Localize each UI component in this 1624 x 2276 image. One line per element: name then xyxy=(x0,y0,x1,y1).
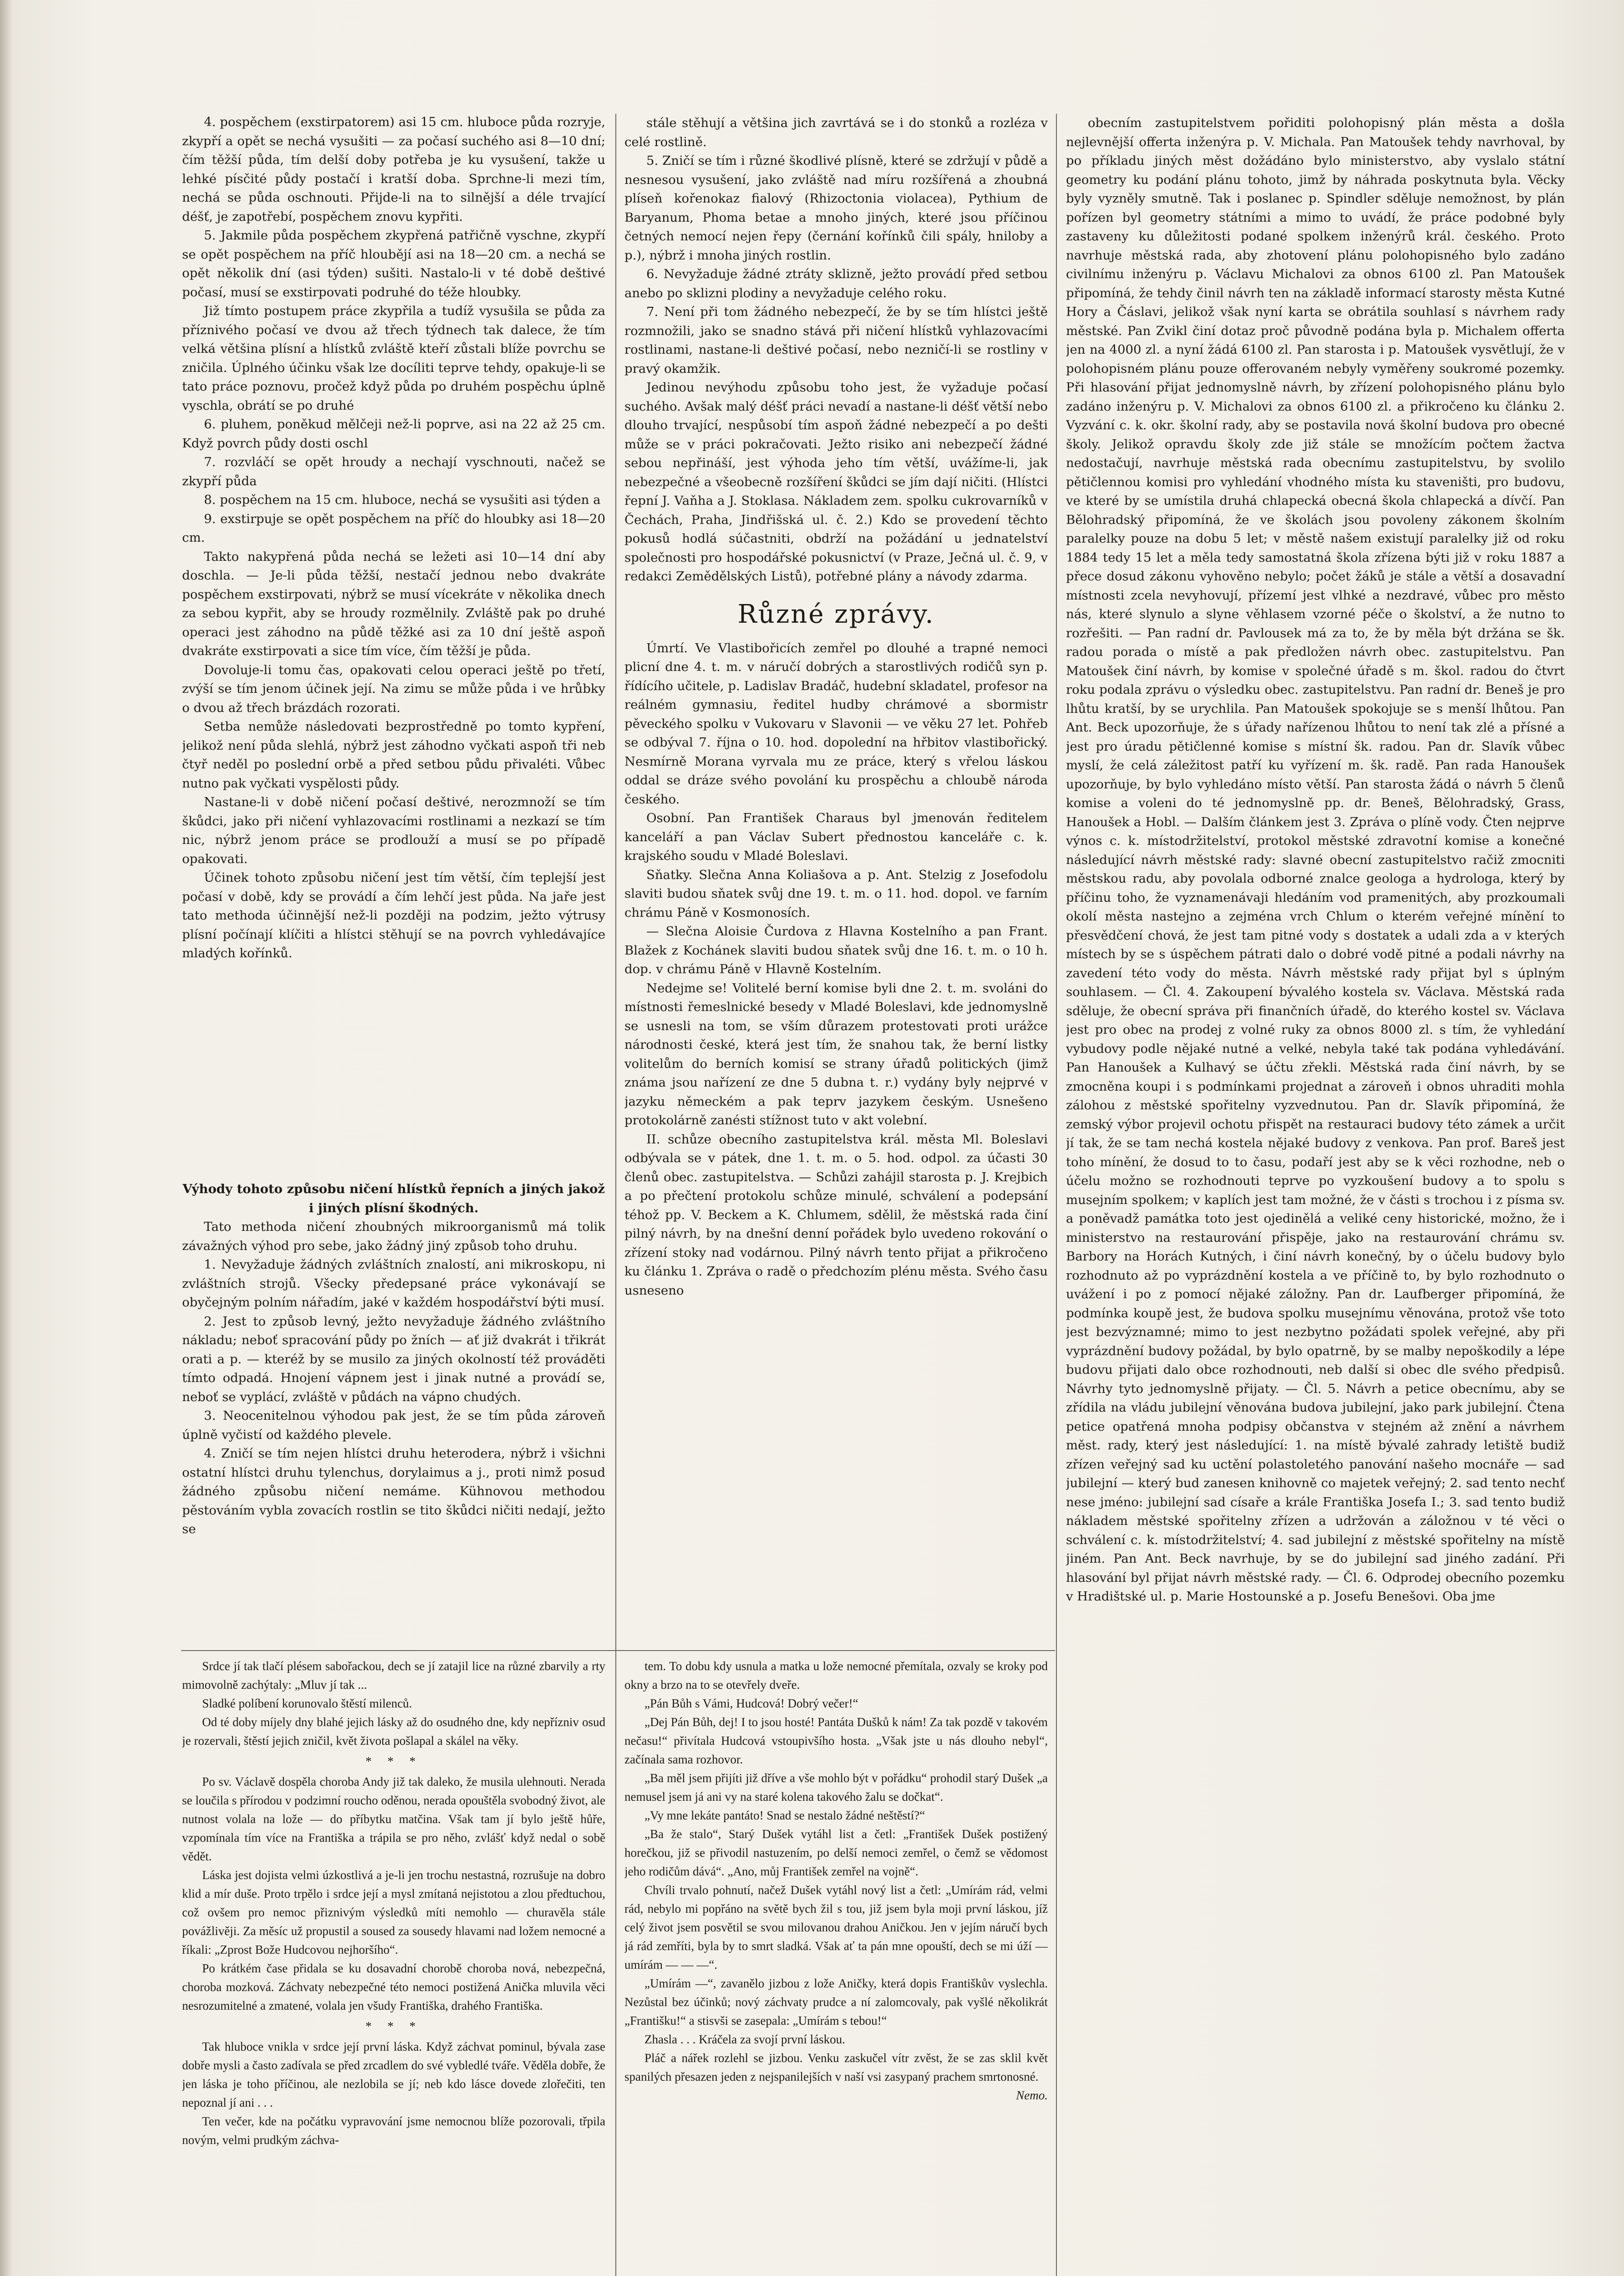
feuilleton-rule xyxy=(181,1650,1055,1651)
paragraph: Nedejme se! Volitelé berní komise byli dne 2. t. m. svoláni do místnosti řemeslnické besedy v Mladé Boleslavi, kde jednomyslně se usnesli na tom, se vším důrazem protestovati proti urážce národnosti české, která jest tím, že snahou tak, že berní listky volitelům do berních komisí se strany úřadů politických (jimž známa jsou nařízení ze dne 5 dubna t. r.) vydány byly nejprvé v jazyku německém a pak teprv jazykem českým. Usnešeno protokolárně zanésti stížnost tuto v akt volební. xyxy=(624,981,1048,1128)
paragraph: Osobní. Pan František Charaus byl jmenován ředitelem kanceláří a pan Václav Subert přednostou kanceláře c. k. krajského soudu v Mladé Boleslavi. xyxy=(624,811,1048,863)
paragraph: 8. pospěchem na 15 cm. hluboce, nechá se vysušiti asi týden a xyxy=(204,493,601,507)
paragraph: Úmrtí. Ve Vlastibořicích zemřel po dlouhé a trapné nemoci plicní dne 4. t. m. v náručí dobrých a starostlivých rodičů syn p. řídícího učitele, p. Ladislav Bradáč, hudební skladatel, profesor na reálném gymnasiu, ředitel hudby chrámové a sbormistr pěveckého spolku v Vukovaru v Slavonii — ve věku 27 let. Pohřeb se odbýval 7. října o 10. hod. dopolední na hřbitov vlastibořický. Nesmírně Morana vyrvala mu ze práce, který s vřelou láskou oddal se dráze svého povolání ku prospěchu a chloubě národa českého. xyxy=(624,640,1048,807)
paragraph: 4. pospěchem (exstirpatorem) asi 15 cm. hluboce půda rozryje, zkypří a opět se nechá vysušiti — za počasí suchého asi 8—10 dní; čím těžší půda, tím delší doby potřeba je ku vysušení, takže u lehké písčité půdy postačí i kratší doba. Sprchne-li mezi tím, nechá se půda oschnouti. Přijde-li na to silnější a déle trvající déšť, je zapotřebí, pospěchem znovu kypřiti. xyxy=(182,115,605,224)
column-3 xyxy=(1066,114,1565,2276)
paragraph: Sladké políbení korunovalo štěstí milenců. xyxy=(202,1697,412,1710)
paragraph: „Pán Bůh s Vámi, Hudcová! Dobrý večer!“ xyxy=(645,1697,858,1710)
paragraph: Nastane-li v době ničení počasí deštivé, nerozmnoží se tím škůdci, jako při ničení vyhlazovacími rostlinami a nezkazí se tím nic, nýbrž jenom práce se prodlouží a musí se po případě opakovati. xyxy=(182,795,605,866)
column-rule-1 xyxy=(615,114,616,2276)
paragraph: 7. Není při tom žádného nebezpečí, že by se tím hlístci ještě rozmnožili, jako se snadno stává při ničení hlístků vyhlazovacími rostlinami, nastane-li deštivé počasí, nebo nezničí-li se rostliny v pravý okamžik. xyxy=(624,305,1048,376)
paragraph: Po krátkém čase přidala se ku dosavadní chorobě choroba nová, nebezpečná, choroba mozková. Záchvaty nebezpečné této nemoci postižená Anička mluvila věci nesrozumitelné a zmatené, volala jen všudy Františka, drahého Františka. xyxy=(182,1961,605,2012)
paragraph: 2. Jest to způsob levný, ježto nevyžaduje žádného zvláštního nákladu; neboť spracování půdy po žních — ať již dvakrát i třikrát orati a p. — kteréž by se musilo za jiných okolností též prováděti tímto odpadá. Hnojení vápnem jest i jinak nutné a provádí se, neboť se vyplácí, zvláště v půdách na vápno chudých. xyxy=(182,1314,605,1404)
paragraph: Setba nemůže následovati bezprostředně po tomto kypření, jelikož není půda slehlá, nýbrž jest záhodno vyčkati aspoň tři neb čtyř neděl po poslední orbě a před setbou půdu přivaléti. Vůbec nutno pak vyčkati vyspělosti půdy. xyxy=(182,719,605,791)
paragraph: 4. Zničí se tím nejen hlístci druhu heterodera, nýbrž i všichni ostatní hlístci druhu tylenchus, dorylaimus a j., proti nimž posud žádného způsobu ničení nemáme. Kühnovou methodou pěstováním vybla zovacích rostlin se tito škůdci ničiti nedají, ježto se xyxy=(182,1446,605,1536)
paragraph: II. schůze obecního zastupitelstva král. města Ml. Boleslavi odbývala se v pátek, dne 1. t. m. o 5. hod. odpol. za účasti 30 členů obec. zastupitelstva. — Schůzi zahájil starosta p. J. Krejbich a po přečtení protokolu schůze minulé, schválení a podepsání téhož pp. V. Beckem a K. Chlumem, sdělil, že městská rada činí pilný návrh, by na dnešní denní pořádek bylo uvedeno rokování o zřízení stoky nad vodárnou. Pilný návrh tento přijat a přikročeno ku článku 1. Zpráva o radě o předchozím plénu města. Svého času usneseno xyxy=(624,1132,1048,1298)
page-fold-shadow xyxy=(0,0,13,2276)
paragraph: Srdce jí tak tlačí plésem sabořackou, dech se jí zatajil lice na různé zbarvily a rty mimovolně zachýtaly: „Mluv jí tak ... xyxy=(182,1659,605,1692)
paragraph: 9. exstirpuje se opět pospěchem na příč do hloubky asi 18—20 cm. xyxy=(182,511,605,545)
paragraph: Zhasla . . . Kráčela za svojí první láskou. xyxy=(645,2032,845,2046)
column-1b xyxy=(182,1180,605,1640)
paragraph: obecním zastupitelstvem pořiditi polohopisný plán města a došla nejlevnější offerta inženýra p. V. Michala. Pan Matoušek tehdy navrhoval, by po příkladu jiných měst dožádáno bylo ministerstvo, aby vyslalo státní geometry ku podání plánu tohoto, jimž by náhrada poskytnuta byla. Věcky byly vyzněly smutně. Tak i poslanec p. Spindler sděluje nemožnost, by plán pořízen byl geometry státními a mimo to uvádí, že práce podobné byly zastaveny ku důležitosti podané spolkem inženýrů král. českého. Proto navrhuje městská rada, aby zhotovení plánu polohopisného bylo zadáno civilnímu inženýru p. Václavu Michalovi za obnos 6100 zl. Pan Matoušek připomíná, že tehdy činil návrh ten na základě informací starosty města Kutné Hory a Čáslavi, jelikož však nyní karta se obrátila souhlasí s návrhem rady městské. Pan Zvikl činí dotaz proč původně podána byla p. Michalem offerta jen na 4000 zl. a nyní žádá 6100 zl. Pan starosta i p. Matoušek vysvětlují, že v polohopisném plánu pouze offerovaném nebyly vyměřeny soukromé pozemky. Při hlasování přijat jednomyslně návrh, by zřízení polohopisného plánu bylo zadáno inženýru p. V. Michalovi za obnos 6100 zl. a přikročeno ku článku 2. Vyzvání c. k. okr. školní rady, aby se postavila nová školní budova pro obecné školy. Jelikož opravdu školy zde již stále se množícím počtem žactva nedostačují, navrhuje městská rada obecnímu zastupitelstvu, by svolilo pětičlennou komisi pro vyhledání vhodného místa ku staveništi, pro budovu, ve které by se umístila druhá chlapecká obecná škola chlapecká a dívčí. Pan Bělohradský připomíná, že ve školách jsou povoleny zákonem školním paralelky pouze na dobu 5 let; v městě našem existují paralelky již od roku 1884 tedy 15 let a měla tedy samostatná škola zřízena býti již v roku 1887 a přece dosud zákonu vyhověno nebylo; počet žáků je stále a větší a dosavadní místnosti zcela nevyhovují, přízemí jest vlhké a nezdravé, vůbec pro město nás, které slynulo a slyne věhlasem vzorné péče o školství, a že nutno to rozřešiti. — Pan radní dr. Pavlousek má za to, že by měla být držána se šk. radou porada o místě a pak předložen návrh obec. zastupitelstvu. Pan Matoušek činí návrh, by komise v společné úřadě s m. škol. radou do čtvrt roku podala zprávu o výsledku obec. zastupitelstvu. Pan radní dr. Beneš je pro lhůtu kratší, by se urychlila. Pan Matoušek spokojuje se s menší lhůtou. Pan Ant. Beck upozorňuje, že s úřady nařízenou lhůtou to není tak zlé a přísné a jest pro úradu pětičlenné komise s místní šk. radou. Pan dr. Slavík vůbec myslí, že celá záležitost patří ku vyřízení m. šk. radě. Pan rada Hanoušek upozorňuje, by bylo vyhledáno místo větší. Pan starosta žádá o návrh 5 členů komise a voleni do té jednomyslně pp. dr. Beneš, Bělohradský, Grass, Hanoušek a Hobl. — Dalším článkem jest 3. Zpráva o plíně vody. Čten nejprve výnos c. k. místodržitelství, protokol městské zdravotní komise a konečné následující návrh městské rady: slavné obecní zastupitelstvo račiž zmocniti městskou radu, aby povolala odborné znalce geologa a hydrologa, který by příčinu toho, že vyznamenávaji hledáním vod pramenitých, aby prozkoumali okolí města nastejno a zejména vrch Chlum o kterém veřejné mínění to přesvědčení chová, že jest tam pitné vody s dostatek a udali zda a v kterých místech by se s úspěchem pátrati dalo o dobré vodě pitné a podali návrhy na zavedení této vody do města. Návrh městské rady přijat byl s úplným souhlasem. — Čl. 4. Zakoupení bývalého kostela sv. Václava. Městská rada sděluje, že obecní správa při finančních úřadě, do kterého kostel sv. Václava jest pro obec na prodej z volné ruky za obnos 8000 zl. s tím, že vyhledání vybudovy podle nějaké nutné a velké, nebyla také tak podána vyhledávání. Pan Hanoušek a Kulhavý se účtu zřekli. Městská rada činí návrh, by se zmocněna koupi i s podmínkami projednat a zároveň i obnos uhraditi mohla zálohou z městské spořitelny vyzvednutou. Pan dr. Slavík připomíná, že zemský výbor projevil ochotu přispět na restauraci budovy této zámek a určit jí tak, že se tam nechá kostela nějaké budovy z venkova. Pan prof. Bareš jest toho mínění, že dosud to to času, podaří jest aby se k věci rozhodne, neb o účelu možno se rozhodnouti teprve po vyzkoušení budovy a to spolu s musejním spolkem; v kaplích jest tam možné, že v části s trochou i z písma sv. a poněvadž památka toto jest ojedinělá a veliké ceny historické, možno, že i ministerstvo na restaurování přispěje, jako na restaurování chrámu sv. Barbory na Horách Kutných, i činí návrh konečný, by o účelu budovy bylo rozhodnuto až po vyprázdnění kostela a ve příčině to, by bylo rozhodnuto o uvážení i po z pomocí nějaké záložny. Pan dr. Laufberger připomíná, že podmínka koupě jest, že budova spolku musejnímu věnována, protož vše toto jest bezvýznamné; mimo to jest nezbytno požádati spolek veřejné, aby při vyprázdnění budovy požádal, by bylo opatrně, by se malby nepoškodily a lépe budovu přijati dalo obce rozhodnouti, neb další si obec dle svého předpisů. Návrhy tyto jednomyslně přijaty. — Čl. 5. Návrh a petice obecnímu, aby se zřídila na vládu jubilejní věnována budova jubilejní, jako park jubilejní. Čtena petice opatřená mnoha podpisy občanstva v stejném až znění a návrhem měst. rady, který jest následující: 1. na místě bývalé zahrady letiště budiž zřízen veřejný sad ku uctění polastoletého panování našeho mocnáře — sad jubilejní — který bud zanesen knihovně co majetek veřejný; 2. sad tento nechť nese jméno: jubilejní sad císaře a krále Františka Josefa I.; 3. sad tento budiž nákladem městské spořitelny zřízen a udržován a záložnou v té věci o schválení c. k. místodržitelství; 4. sad jubilejní z městské spořitelny na místě jiném. Pan Ant. Beck navrhuje, by se do jubilejní sad jiného zadání. Při hlasování byl přijat návrh městské rady. — Čl. 6. Odprodej obecního pozemku v Hradištské ul. p. Marie Hostounské a p. Josefu Benešovi. Oba jme xyxy=(1066,116,1565,1604)
paragraph: Takto nakypřená půda nechá se ležeti asi 10—14 dní aby doschla. — Je-li půda těžší, nestačí jednou nebo dvakráte pospěchem exstirpovati, nýbrž se musí vícekráte v několika dnech za sebou kypřit, aby se hroudy rozmělnily. Zvláště pak po druhé operaci jest záhodno na půdě těžké asi za 10 dní ještě aspoň dvakráte exstirpovati a sice tím více, čím těžší je půda. xyxy=(182,549,605,658)
paragraph: Jedinou nevýhodu způsobu toho jest, že vyžaduje počasí suchého. Avšak malý déšť práci nevadí a nastane-li déšť větší nebo dlouho trvající, nespůsobí tím aspoň žádné nebezpečí a po dešti může se v práci pokračovati. Ježto risiko ani nebezpečí žádné sebou nepřináší, jest výhoda jeho tím větší, uvážíme-li, jak nebezpečné a všeobecně rozšíření škůdci se jím dají ničiti. (Hlístci řepní J. Vaňha a J. Stoklasa. Nákladem zem. spolku cukrovarníků v Čechách, Praha, Jindřišská ul. č. 2.) Kdo se provedení těchto pokusů hodlá súčastniti, obdrží na požádání u jednatelství společnosti pro hospodářské pokusnictví (v Praze, Ječná ul. č. 9, v redakci Zemědělských Listů), potřebné plány a návody zdarma. xyxy=(624,380,1048,584)
paragraph: 5. Jakmile půda pospěchem zkypřená patřičně vyschne, zkypří se opět pospěchem na příč hloubějí asi na 18—20 cm. a nechá se opět několik dní (asi týden) sušiti. Nastalo-li v té době deštivé počasí, musí se exstirpovati podruhé do téže hloubky. xyxy=(182,228,605,300)
paragraph: Chvíli trvalo pohnutí, načež Dušek vytáhl nový list a četl: „Umírám rád, velmi rád, nebylo mi popřáno na světě bych žil s tou, již jsem byla moji první láskou, jíž celý život jsem posvětil se svou milovanou drahou Aničkou. Jen v jejím náručí bych já rád zemříti, byla by to smrt sladká. Však ať ta pán mne opouští, dech se mi úží — umírám — — —“. xyxy=(624,1883,1048,1971)
paragraph: Pláč a nářek rozlehl se jizbou. Venku zaskučel vítr zvěst, že se zas sklil květ spanilých přesazen jeden z nejspanilejších v naší vsi zasypaný prachem smrtonosné. xyxy=(624,2051,1048,2083)
paragraph: „Ba že stalo“, Starý Dušek vytáhl list a četl: „František Dušek postižený horečkou, již se přivodil nastuzením, po delší nemoci zemřel, o čemž se vědomost jeho rodičům dává“. „Ano, můj František zemřel na vojně“. xyxy=(624,1827,1048,1878)
paragraph: Po sv. Václavě dospěla choroba Andy již tak daleko, že musila ulehnouti. Nerada se loučila s přírodou v podzimní roucho oděnou, nerada opouštěla svobodný život, ale nutnost volala na lože — do příbytku matčina. Však tam jí bylo ještě hůře, vzpomínala tím více na Františka a trápila se pro něho, zvlášť když nedal o sobě vědět. xyxy=(182,1775,605,1863)
feuilleton-right xyxy=(624,1657,1048,2276)
paragraph: „Ba měl jsem přijíti již dříve a vše mohlo být v pořádku“ prohodil starý Dušek „a nemusel jsem já ani vy na staré kolena takového žalu se dočkat“. xyxy=(624,1771,1048,1804)
paragraph: 1. Nevyžaduje žádných zvláštních znalostí, ani mikroskopu, ni zvláštních strojů. Všecky předepsané práce vykonávají se obyčejným polním nářadím, jaké v každém hospodářství býti musí. xyxy=(182,1257,605,1310)
paragraph: „Umírám —“, zavanělo jizbou z lože Aničky, která dopis Františkův vyslechla. Nezůstal bez účinků; nový záchvaty prudce a ní zalomcovaly, pak vyšlé několikrát „Františku!“ a stisvši se zasepala: „Umírám s tebou!“ xyxy=(624,1976,1048,2027)
column-2 xyxy=(624,114,1048,1643)
advantages-heading: Výhody tohoto způsobu ničení hlístků řepních a jiných jakož i jiných plísní škodných. xyxy=(183,1182,605,1215)
paragraph: 3. Neocenitelnou výhodou pak jest, že se tím půda zároveň úplně vyčistí od každého plevele. xyxy=(182,1408,605,1442)
paragraph: 6. pluhem, poněkud mělčeji než-li poprve, asi na 22 až 25 cm. Když povrch půdy dosti oschl xyxy=(182,417,605,451)
paragraph: „Dej Pán Bůh, dej! I to jsou hosté! Pantáta Dušků k nám! Za tak pozdě v takovém nečasu!“ přivítala Hudcová vstoupivšího hosta. „Však jste u nás dlouho nebyl“, začínala sama rozhovor. xyxy=(624,1715,1048,1766)
paragraph: Účinek tohoto způsobu ničení jest tím větší, čím teplejší jest počasí v době, kdy se provádí a čím lehčí jest půda. Na jaře jest tato methoda účinnější než-li později na podzim, ježto výtrusy plísní počínají klíčiti a hlístci stěhují se na povrch vyhledávajíce mladých kořínků. xyxy=(182,870,605,960)
column-1 xyxy=(182,113,605,1178)
paragraph: 5. Zničí se tím i různé škodlivé plísně, které se zdržují v půdě a nesnesou vysušení, jako zvláště nad míru rozšířená a zhoubná plíseň kořenokaz fialový (Rhizoctonia violacea), Pythium de Baryanum, Phoma betae a mnoho jiných, které jsou příčinou četných nemocí nejen řepy (černání kořínků čili spály, hniloby a p.), nýbrž i mnoha jiných rostlin. xyxy=(624,153,1048,263)
paragraph: tem. To dobu kdy usnula a matka u lože nemocné přemítala, ozvaly se kroky pod okny a brzo na to se otevřely dveře. xyxy=(624,1659,1048,1692)
asterism: * * * xyxy=(365,1754,422,1768)
paragraph: Sňatky. Slečna Anna Koliašova a p. Ant. Stelzig z Josefodolu slaviti budou sňatek svůj dne 19. t. m. o 11. hod. dopol. ve farním chrámu Páně v Kosmonosích. xyxy=(624,867,1048,920)
paragraph: — Slečna Aloisie Čurdova z Hlavna Kostelního a pan Frant. Blažek z Kochánek slaviti budou sňatek svůj dne 16. t. m. o 10 h. dop. v chrámu Páně v Hlavně Kostelním. xyxy=(624,924,1048,976)
news-heading: Různé zprávy. xyxy=(737,599,935,629)
paragraph: „Vy mne lekáte pantáto! Snad se nestalo žádné neštěstí?“ xyxy=(645,1809,925,1822)
paragraph: Nemo. xyxy=(1016,2088,1048,2102)
paragraph: Již tímto postupem práce zkypřila a tudíž vysušila se půda za příznivého počasí ve dvou až třech týdnech tak dalece, že tím velká většina plísní a hlístků zvláště kteří zůstali blíže povrchu se zničila. Úplného účinku však lze docíliti teprve tehdy, opakuje-li se tato práce poznovu, pročež když půda po druhém pospěchu úplně vyschla, obrátí se po druhé xyxy=(182,304,605,413)
paragraph: Láska jest dojista velmi úzkostlivá a je-li jen trochu nestastná, rozrušuje na dobro klid a mír duše. Proto trpělo i srdce její a mysl zmítaná nejistotou a zlou předtuchou, což ovšem pro nemoc přiznivým výsledků míti nemohlo — churavěla stále povážlivěji. Za měsíc už propustil a soused za sousedy hlavami nad ložem nemocné a říkali: „Zprost Bože Hudcovou nejhoršího“. xyxy=(182,1868,605,1956)
paragraph: 6. Nevyžaduje žádné ztráty sklizně, ježto provádí před setbou anebo po sklizni plodiny a nevyžaduje celého roku. xyxy=(624,267,1048,300)
paragraph: Dovoluje-li tomu čas, opakovati celou operaci ještě po třetí, zvýší se tím jenom účinek její. Na zimu se může půda i ve hrůbky o dvou až třech brázdách rozorati. xyxy=(182,662,605,715)
paragraph: 7. rozvláčí se opět hroudy a nechají vyschnouti, načež se zkypří půda xyxy=(182,455,605,488)
paragraph: Ten večer, kde na počátku vypravování jsme nemocnou blíže pozorovali, třpila novým, velmi prudkým záchva- xyxy=(182,2114,605,2147)
paragraph: Od té doby míjely dny blahé jejich lásky až do osudného dne, kdy nepřízniv osud je rozervali, štěstí jejich zničil, květ života pošlapal a skálel na věky. xyxy=(182,1715,605,1748)
paragraph: Tak hluboce vnikla v srdce její první láska. Když záchvat pominul, bývala zase dobře mysli a často zadívala se před zrcadlem do své vybledlé tváře. Věděla dobře, že jen láska je toho příčinou, ale nezlobila se jí; neb kdo lásce dovede zlořečiti, ten nepoznal jí ani . . . xyxy=(182,2040,605,2109)
feuilleton-left xyxy=(182,1657,605,2276)
paragraph: stále stěhují a většina jich zavrtává se i do stonků a rozléza v celé rostlině. xyxy=(624,116,1048,149)
paragraph: Tato methoda ničení zhoubných mikroorganismů má tolik závažných výhod pro sebe, jako žádný jiný způsob toho druhu. xyxy=(182,1219,605,1253)
asterism: * * * xyxy=(365,2019,422,2033)
column-rule-2 xyxy=(1056,114,1057,2276)
